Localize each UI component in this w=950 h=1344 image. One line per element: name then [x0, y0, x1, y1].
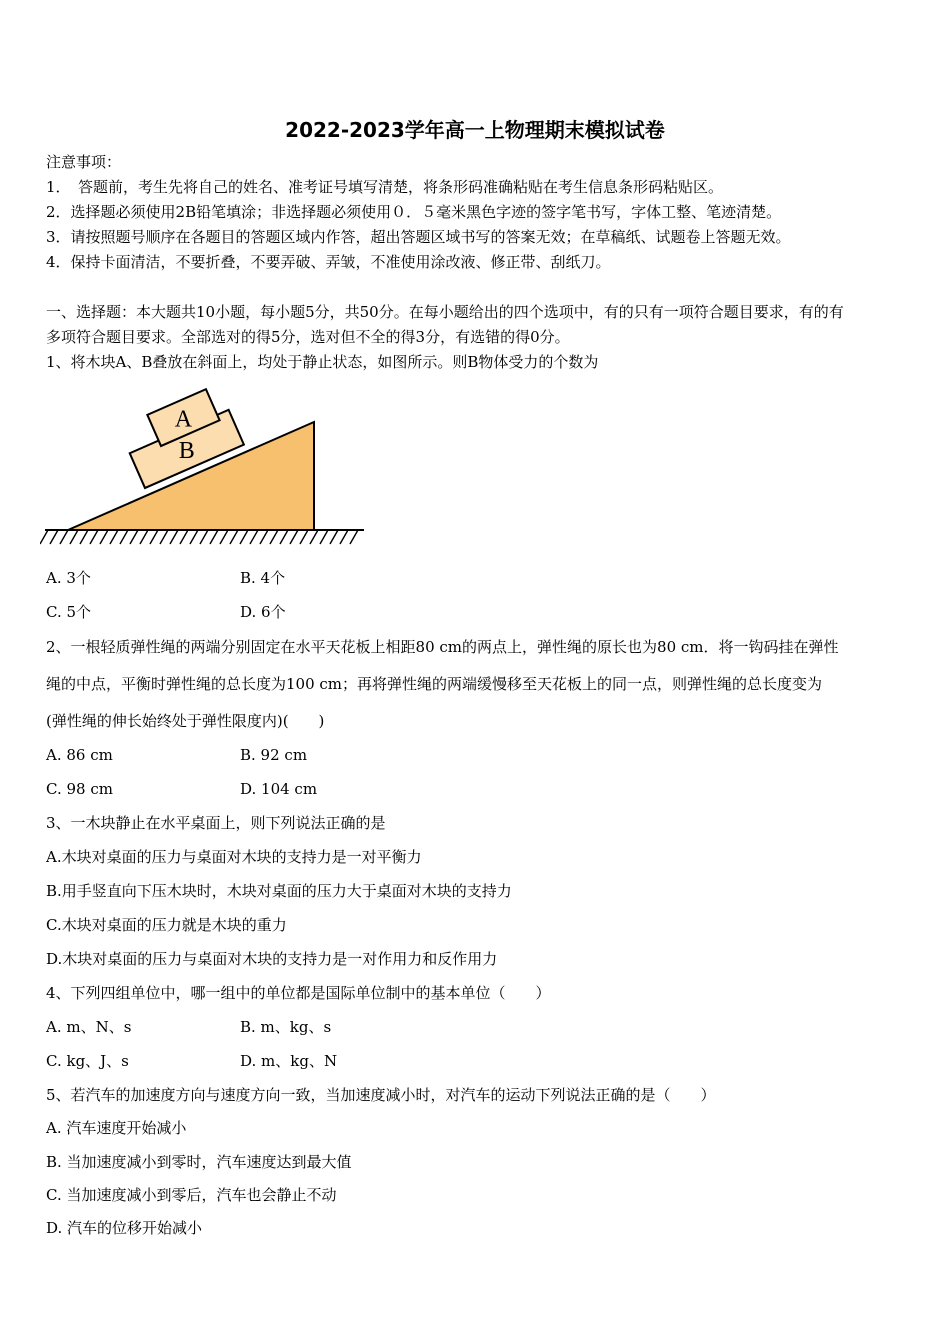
question-2-line3: (弹性绳的伸长始终处于弹性限度内)( ) — [46, 712, 325, 730]
hatch-mark — [100, 530, 108, 544]
hatch-mark — [70, 530, 78, 544]
question-1-text: 1、将木块A、B叠放在斜面上，均处于静止状态，如图所示。则B物体受力的个数为 — [46, 353, 599, 371]
q2-option-d: D. 104 cm — [240, 780, 318, 798]
incline-figure — [40, 380, 370, 550]
section-intro: 多项符合题目要求。全部选对的得5分，选对但不全的得3分，有选错的得0分。 — [46, 328, 570, 346]
q4-option-c: C. kg、J、s — [46, 1052, 129, 1070]
hatch-mark — [180, 530, 188, 544]
section-intro: 一、选择题：本大题共10小题，每小题5分，共50分。在每小题给出的四个选项中，有的只有一项符合题目要求，有的有 — [46, 303, 844, 321]
hatch-mark — [140, 530, 148, 544]
q2-option-a: A. 86 cm — [46, 746, 113, 764]
notice-item: 4．保持卡面清洁，不要折叠，不要弄破、弄皱，不准使用涂改液、修正带、刮纸刀。 — [46, 253, 611, 271]
block-a-label: A — [174, 406, 193, 433]
hatch-mark — [310, 530, 318, 544]
hatch-mark — [250, 530, 258, 544]
hatch-mark — [290, 530, 298, 544]
hatch-mark — [300, 530, 308, 544]
hatch-mark — [350, 530, 358, 544]
notice-item: 2．选择题必须使用2B铅笔填涂；非选择题必须使用０．５毫米黑色字迹的签字笔书写，字体工整、笔迹清楚。 — [46, 203, 782, 221]
q5-option-b: B. 当加速度减小到零时，汽车速度达到最大值 — [46, 1153, 352, 1171]
hatch-mark — [60, 530, 68, 544]
hatch-mark — [340, 530, 348, 544]
hatch-mark — [110, 530, 118, 544]
hatch-mark — [270, 530, 278, 544]
hatch-mark — [50, 530, 58, 544]
hatch-mark — [170, 530, 178, 544]
question-2-line1: 2、一根轻质弹性绳的两端分别固定在水平天花板上相距80 cm的两点上，弹性绳的原长也为80 cm．将一钩码挂在弹性 — [46, 638, 839, 656]
q3-option-a: A.木块对桌面的压力与桌面对木块的支持力是一对平衡力 — [46, 848, 422, 866]
hatch-mark — [90, 530, 98, 544]
notice-item: 1． 答题前，考生先将自己的姓名、准考证号填写清楚，将条形码准确粘贴在考生信息条形码粘贴区。 — [46, 178, 724, 196]
q2-option-b: B. 92 cm — [240, 746, 308, 764]
q4-option-a: A. m、N、s — [46, 1018, 132, 1036]
question-3-text: 3、一木块静止在水平桌面上，则下列说法正确的是 — [46, 814, 386, 832]
q5-option-a: A. 汽车速度开始减小 — [46, 1119, 187, 1137]
notice-heading: 注意事项： — [46, 153, 122, 171]
q2-option-c: C. 98 cm — [46, 780, 113, 798]
question-5-text: 5、若汽车的加速度方向与速度方向一致，当加速度减小时，对汽车的运动下列说法正确的是（ ） — [46, 1086, 716, 1104]
q3-option-b: B.用手竖直向下压木块时，木块对桌面的压力大于桌面对木块的支持力 — [46, 882, 512, 900]
hatch-mark — [130, 530, 138, 544]
q1-option-b: B. 4个 — [240, 569, 286, 587]
q1-option-a: A. 3个 — [46, 569, 91, 587]
hatch-mark — [220, 530, 228, 544]
hatch-mark — [260, 530, 268, 544]
hatch-mark — [80, 530, 88, 544]
q4-option-b: B. m、kg、s — [240, 1018, 332, 1036]
hatch-mark — [320, 530, 328, 544]
hatch-mark — [160, 530, 168, 544]
ground-hatching — [40, 530, 364, 544]
page-title: 2022-2023学年高一上物理期末模拟试卷 — [285, 118, 665, 142]
question-2-line2: 绳的中点，平衡时弹性绳的总长度为100 cm；再将弹性绳的两端缓慢移至天花板上的同一点，则弹性绳的总长度变为 — [46, 675, 823, 693]
hatch-mark — [120, 530, 128, 544]
hatch-mark — [200, 530, 208, 544]
q3-option-c: C.木块对桌面的压力就是木块的重力 — [46, 916, 287, 934]
hatch-mark — [230, 530, 238, 544]
hatch-mark — [190, 530, 198, 544]
hatch-mark — [210, 530, 218, 544]
hatch-mark — [280, 530, 288, 544]
q3-option-d: D.木块对桌面的压力与桌面对木块的支持力是一对作用力和反作用力 — [46, 950, 498, 968]
hatch-mark — [240, 530, 248, 544]
q5-option-c: C. 当加速度减小到零后，汽车也会静止不动 — [46, 1186, 337, 1204]
question-4-text: 4、下列四组单位中，哪一组中的单位都是国际单位制中的基本单位（ ） — [46, 984, 551, 1002]
hatch-mark — [150, 530, 158, 544]
block-b-label: B — [178, 437, 195, 464]
hatch-mark — [330, 530, 338, 544]
q1-option-c: C. 5个 — [46, 603, 92, 621]
notice-item: 3．请按照题号顺序在各题目的答题区域内作答，超出答题区域书写的答案无效；在草稿纸、试题卷上答题无效。 — [46, 228, 791, 246]
q5-option-d: D. 汽车的位移开始减小 — [46, 1219, 203, 1237]
hatch-mark — [40, 530, 48, 544]
q1-option-d: D. 6个 — [240, 603, 286, 621]
q4-option-d: D. m、kg、N — [240, 1052, 338, 1070]
